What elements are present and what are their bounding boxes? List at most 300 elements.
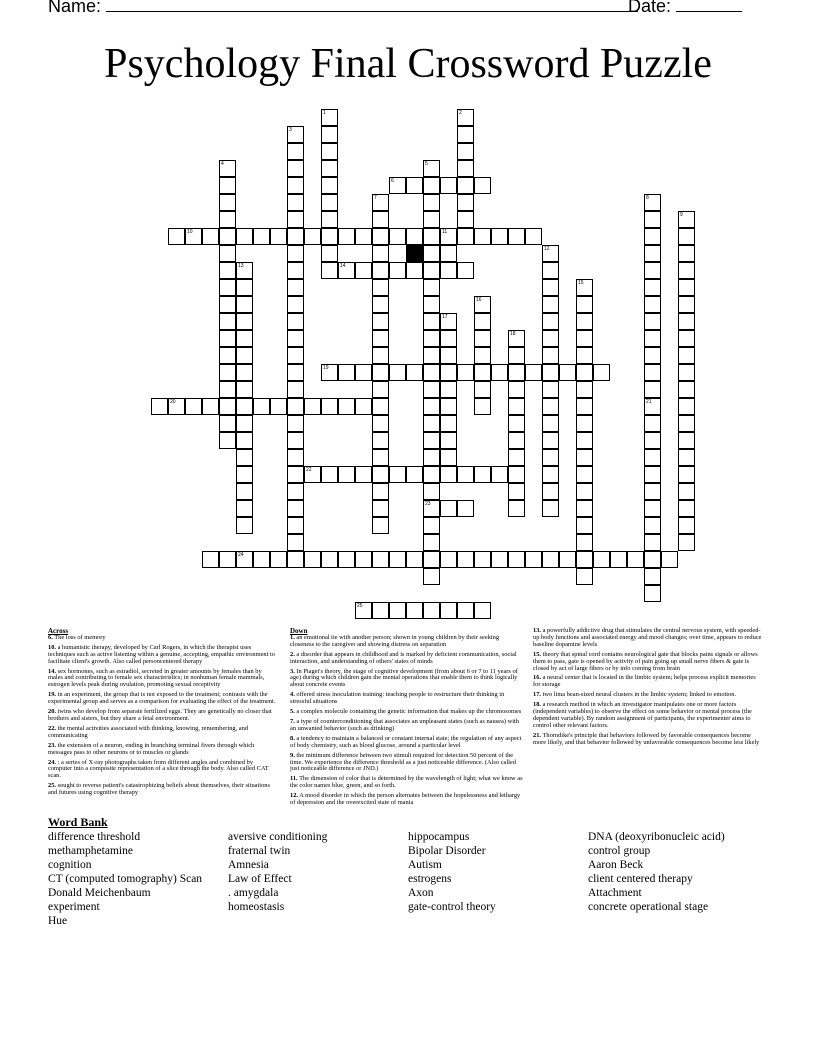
crossword-cell[interactable]: [542, 330, 559, 347]
crossword-cell[interactable]: [287, 347, 304, 364]
crossword-cell[interactable]: [236, 347, 253, 364]
crossword-cell[interactable]: [372, 381, 389, 398]
crossword-cell[interactable]: [219, 262, 236, 279]
crossword-cell[interactable]: [440, 449, 457, 466]
crossword-cell[interactable]: [406, 262, 423, 279]
crossword-cell[interactable]: [678, 466, 695, 483]
crossword-cell[interactable]: [457, 160, 474, 177]
crossword-cell[interactable]: [508, 483, 525, 500]
crossword-cell[interactable]: [423, 551, 440, 568]
crossword-cell[interactable]: [423, 432, 440, 449]
crossword-cell[interactable]: [389, 364, 406, 381]
crossword-cell[interactable]: [236, 313, 253, 330]
crossword-cell[interactable]: [644, 432, 661, 449]
crossword-cell[interactable]: [406, 551, 423, 568]
crossword-cell[interactable]: [542, 415, 559, 432]
crossword-cell[interactable]: [372, 432, 389, 449]
crossword-cell[interactable]: [321, 211, 338, 228]
crossword-cell[interactable]: [457, 466, 474, 483]
crossword-cell[interactable]: [576, 432, 593, 449]
crossword-cell[interactable]: [321, 245, 338, 262]
crossword-cell[interactable]: [270, 551, 287, 568]
crossword-cell[interactable]: [644, 483, 661, 500]
crossword-cell[interactable]: [236, 381, 253, 398]
crossword-cell[interactable]: [423, 177, 440, 194]
crossword-cell[interactable]: [406, 602, 423, 619]
crossword-cell[interactable]: [576, 534, 593, 551]
crossword-cell[interactable]: [287, 211, 304, 228]
crossword-cell[interactable]: [457, 500, 474, 517]
crossword-cell[interactable]: [678, 415, 695, 432]
crossword-cell[interactable]: [678, 381, 695, 398]
crossword-cell[interactable]: [644, 534, 661, 551]
crossword-cell[interactable]: [270, 228, 287, 245]
crossword-cell[interactable]: [423, 483, 440, 500]
crossword-cell[interactable]: [440, 330, 457, 347]
crossword-cell[interactable]: [661, 551, 678, 568]
crossword-cell[interactable]: [474, 313, 491, 330]
crossword-cell[interactable]: [542, 381, 559, 398]
crossword-cell[interactable]: [372, 279, 389, 296]
crossword-cell[interactable]: [423, 194, 440, 211]
crossword-cell[interactable]: [576, 296, 593, 313]
crossword-cell[interactable]: [542, 347, 559, 364]
crossword-cell[interactable]: [440, 381, 457, 398]
crossword-cell[interactable]: [236, 466, 253, 483]
crossword-cell[interactable]: [576, 347, 593, 364]
crossword-cell[interactable]: [542, 551, 559, 568]
crossword-cell[interactable]: [321, 194, 338, 211]
crossword-cell[interactable]: [389, 466, 406, 483]
crossword-cell[interactable]: [542, 500, 559, 517]
crossword-cell[interactable]: [525, 228, 542, 245]
crossword-cell[interactable]: [304, 228, 321, 245]
crossword-cell[interactable]: [576, 415, 593, 432]
crossword-cell[interactable]: [457, 211, 474, 228]
crossword-cell[interactable]: [219, 415, 236, 432]
crossword-cell[interactable]: [236, 330, 253, 347]
crossword-cell[interactable]: [576, 483, 593, 500]
crossword-cell[interactable]: [678, 449, 695, 466]
crossword-cell[interactable]: [423, 245, 440, 262]
crossword-cell[interactable]: [678, 347, 695, 364]
crossword-cell[interactable]: [219, 194, 236, 211]
crossword-cell[interactable]: [423, 449, 440, 466]
crossword-cell[interactable]: [576, 500, 593, 517]
crossword-cell[interactable]: [423, 228, 440, 245]
crossword-cell[interactable]: [389, 262, 406, 279]
crossword-cell[interactable]: [372, 211, 389, 228]
crossword-cell[interactable]: [678, 517, 695, 534]
crossword-cell[interactable]: [355, 551, 372, 568]
crossword-cell[interactable]: [474, 228, 491, 245]
crossword-cell[interactable]: [491, 364, 508, 381]
crossword-cell[interactable]: [474, 466, 491, 483]
crossword-cell[interactable]: [576, 381, 593, 398]
crossword-cell[interactable]: [236, 398, 253, 415]
crossword-cell[interactable]: [321, 160, 338, 177]
crossword-cell[interactable]: [542, 483, 559, 500]
crossword-cell[interactable]: [576, 398, 593, 415]
crossword-cell[interactable]: [474, 551, 491, 568]
crossword-cell[interactable]: [185, 398, 202, 415]
crossword-cell[interactable]: [610, 551, 627, 568]
crossword-cell[interactable]: [474, 347, 491, 364]
crossword-cell[interactable]: [440, 602, 457, 619]
crossword-cell[interactable]: [508, 381, 525, 398]
crossword-cell[interactable]: [508, 500, 525, 517]
crossword-cell[interactable]: [287, 279, 304, 296]
crossword-cell[interactable]: [355, 398, 372, 415]
crossword-cell[interactable]: [406, 177, 423, 194]
crossword-cell[interactable]: [321, 126, 338, 143]
crossword-cell[interactable]: [338, 398, 355, 415]
crossword-cell[interactable]: [321, 466, 338, 483]
crossword-cell[interactable]: [287, 534, 304, 551]
crossword-cell[interactable]: [372, 330, 389, 347]
clue-number: 24.: [48, 758, 56, 766]
crossword-cell[interactable]: [372, 415, 389, 432]
crossword-cell[interactable]: [287, 364, 304, 381]
crossword-cell[interactable]: [474, 602, 491, 619]
crossword-cell[interactable]: [508, 449, 525, 466]
crossword-cell[interactable]: [219, 398, 236, 415]
crossword-cell[interactable]: [508, 347, 525, 364]
crossword-cell[interactable]: [423, 415, 440, 432]
crossword-cell[interactable]: [372, 500, 389, 517]
crossword-cell[interactable]: [270, 398, 287, 415]
crossword-cell[interactable]: [219, 228, 236, 245]
crossword-cell[interactable]: [576, 551, 593, 568]
crossword-cell[interactable]: [253, 398, 270, 415]
crossword-cell[interactable]: [372, 262, 389, 279]
crossword-cell[interactable]: [372, 483, 389, 500]
crossword-cell[interactable]: [372, 517, 389, 534]
crossword-cell[interactable]: [678, 398, 695, 415]
crossword-cell[interactable]: [304, 398, 321, 415]
crossword-cell[interactable]: [423, 517, 440, 534]
crossword-cell[interactable]: [423, 262, 440, 279]
crossword-cell[interactable]: [236, 364, 253, 381]
crossword-cell[interactable]: [457, 602, 474, 619]
crossword-cell[interactable]: [678, 228, 695, 245]
crossword-cell[interactable]: [236, 296, 253, 313]
crossword-cell[interactable]: [491, 466, 508, 483]
crossword-cell[interactable]: [236, 517, 253, 534]
crossword-cell[interactable]: [542, 449, 559, 466]
crossword-cell[interactable]: [678, 296, 695, 313]
crossword-cell[interactable]: [542, 432, 559, 449]
crossword-cell[interactable]: [559, 364, 576, 381]
crossword-cell[interactable]: [491, 228, 508, 245]
crossword-cell[interactable]: [542, 364, 559, 381]
crossword-cell[interactable]: [440, 262, 457, 279]
crossword-cell[interactable]: [644, 296, 661, 313]
crossword-cell[interactable]: [678, 483, 695, 500]
crossword-cell[interactable]: [219, 211, 236, 228]
crossword-cell[interactable]: [457, 143, 474, 160]
crossword-cell[interactable]: [321, 177, 338, 194]
clue-number: 13.: [533, 627, 541, 634]
crossword-cell[interactable]: [457, 177, 474, 194]
crossword-cell[interactable]: [576, 517, 593, 534]
crossword-cell[interactable]: [508, 551, 525, 568]
crossword-cell[interactable]: [678, 313, 695, 330]
crossword-cell[interactable]: [321, 143, 338, 160]
crossword-cell[interactable]: [236, 500, 253, 517]
crossword-cell[interactable]: [389, 228, 406, 245]
crossword-cell[interactable]: [372, 364, 389, 381]
crossword-cell[interactable]: [678, 534, 695, 551]
crossword-cell[interactable]: [287, 330, 304, 347]
crossword-cell[interactable]: [287, 449, 304, 466]
crossword-cell[interactable]: [644, 347, 661, 364]
crossword-cell[interactable]: [219, 364, 236, 381]
crossword-cell[interactable]: [219, 330, 236, 347]
crossword-cell[interactable]: [440, 500, 457, 517]
crossword-cell[interactable]: [542, 296, 559, 313]
clue-text: The dimension of color that is determined by the wavelength of light; what we know as the color names blue, green, and so forth.: [290, 775, 523, 790]
crossword-cell[interactable]: [338, 551, 355, 568]
crossword-cell[interactable]: [287, 160, 304, 177]
crossword-cell[interactable]: [287, 381, 304, 398]
crossword-cell[interactable]: [644, 568, 661, 585]
crossword-cell[interactable]: [287, 483, 304, 500]
crossword-cell[interactable]: [304, 551, 321, 568]
crossword-cell[interactable]: [355, 466, 372, 483]
crossword-cell[interactable]: [508, 364, 525, 381]
crossword-cell[interactable]: [287, 415, 304, 432]
crossword-cell[interactable]: [355, 262, 372, 279]
crossword-cell[interactable]: [423, 313, 440, 330]
crossword-cell[interactable]: [576, 364, 593, 381]
crossword-cell[interactable]: [644, 381, 661, 398]
crossword-cell[interactable]: [440, 347, 457, 364]
crossword-cell[interactable]: [236, 432, 253, 449]
crossword-cell[interactable]: [457, 262, 474, 279]
crossword-cell[interactable]: [644, 415, 661, 432]
crossword-cell[interactable]: [202, 228, 219, 245]
crossword-cell[interactable]: [372, 398, 389, 415]
crossword-cell[interactable]: [474, 381, 491, 398]
crossword-cell[interactable]: [644, 517, 661, 534]
crossword-cell[interactable]: [423, 466, 440, 483]
crossword-cell[interactable]: [440, 466, 457, 483]
crossword-cell[interactable]: [321, 262, 338, 279]
crossword-cell[interactable]: [423, 602, 440, 619]
crossword-cell[interactable]: [355, 364, 372, 381]
crossword-cell[interactable]: [287, 194, 304, 211]
crossword-cell[interactable]: [457, 194, 474, 211]
crossword-cell[interactable]: [559, 551, 576, 568]
crossword-cell[interactable]: [372, 551, 389, 568]
clue-item: [290, 669, 524, 690]
crossword-cell[interactable]: [593, 551, 610, 568]
crossword-cell[interactable]: [372, 449, 389, 466]
crossword-cell[interactable]: [678, 432, 695, 449]
crossword-cell[interactable]: [168, 228, 185, 245]
crossword-cell[interactable]: [406, 364, 423, 381]
crossword-cell[interactable]: [678, 364, 695, 381]
crossword-cell[interactable]: [372, 602, 389, 619]
crossword-cell[interactable]: [644, 313, 661, 330]
crossword-cell[interactable]: [508, 398, 525, 415]
crossword-cell[interactable]: [423, 534, 440, 551]
crossword-cell[interactable]: [576, 466, 593, 483]
crossword-cell[interactable]: [644, 330, 661, 347]
crossword-cell[interactable]: [627, 551, 644, 568]
crossword-cell[interactable]: [287, 143, 304, 160]
crossword-cell[interactable]: [644, 279, 661, 296]
crossword-cell[interactable]: [593, 364, 610, 381]
crossword-cell[interactable]: [321, 228, 338, 245]
crossword-cell[interactable]: [440, 432, 457, 449]
crossword-cell[interactable]: [576, 313, 593, 330]
crossword-cell[interactable]: [151, 398, 168, 415]
crossword-cell[interactable]: [287, 245, 304, 262]
crossword-cell[interactable]: [440, 415, 457, 432]
crossword-cell[interactable]: [423, 211, 440, 228]
crossword-cell[interactable]: [508, 415, 525, 432]
crossword-cell[interactable]: [644, 585, 661, 602]
crossword-cell[interactable]: [338, 466, 355, 483]
crossword-cell[interactable]: [525, 364, 542, 381]
crossword-cell[interactable]: [423, 279, 440, 296]
crossword-cell[interactable]: [202, 398, 219, 415]
clue-number-label: 23: [425, 501, 431, 507]
crossword-cell[interactable]: [542, 262, 559, 279]
crossword-cell[interactable]: [423, 568, 440, 585]
crossword-cell[interactable]: [508, 228, 525, 245]
crossword-cell[interactable]: [542, 313, 559, 330]
clue-text: sought to reverse patient's catastrophizing beliefs about themselves, their situations and futures using cognitive therapy: [48, 782, 270, 797]
crossword-cell[interactable]: [236, 279, 253, 296]
crossword-cell[interactable]: [508, 466, 525, 483]
crossword-cell[interactable]: [644, 211, 661, 228]
crossword-cell[interactable]: [219, 245, 236, 262]
crossword-cell[interactable]: [287, 517, 304, 534]
crossword-cell[interactable]: [525, 551, 542, 568]
crossword-cell[interactable]: [338, 228, 355, 245]
crossword-cell[interactable]: [542, 398, 559, 415]
crossword-cell[interactable]: [355, 228, 372, 245]
crossword-cell[interactable]: [287, 262, 304, 279]
crossword-cell[interactable]: [644, 500, 661, 517]
crossword-cell[interactable]: [287, 466, 304, 483]
crossword-cell[interactable]: [372, 313, 389, 330]
crossword-cell[interactable]: [321, 398, 338, 415]
crossword-cell[interactable]: [474, 330, 491, 347]
crossword-cell[interactable]: [321, 551, 338, 568]
crossword-cell[interactable]: [423, 296, 440, 313]
crossword-cell[interactable]: [457, 551, 474, 568]
crossword-cell[interactable]: [440, 245, 457, 262]
crossword-cell[interactable]: [678, 500, 695, 517]
crossword-cell[interactable]: [644, 364, 661, 381]
crossword-cell[interactable]: [644, 245, 661, 262]
crossword-cell[interactable]: [219, 279, 236, 296]
crossword-cell[interactable]: [644, 449, 661, 466]
crossword-cell[interactable]: [372, 245, 389, 262]
crossword-cell[interactable]: [287, 228, 304, 245]
crossword-cell[interactable]: [678, 262, 695, 279]
crossword-cell[interactable]: [236, 415, 253, 432]
crossword-cell[interactable]: [236, 228, 253, 245]
crossword-cell[interactable]: [406, 228, 423, 245]
crossword-cell[interactable]: [678, 330, 695, 347]
crossword-cell[interactable]: [474, 364, 491, 381]
crossword-cell[interactable]: [542, 466, 559, 483]
crossword-cell[interactable]: [440, 364, 457, 381]
crossword-cell[interactable]: [219, 432, 236, 449]
crossword-cell[interactable]: [457, 364, 474, 381]
crossword-cell[interactable]: [644, 228, 661, 245]
crossword-cell[interactable]: [287, 500, 304, 517]
crossword-cell[interactable]: [457, 126, 474, 143]
crossword-cell[interactable]: [440, 398, 457, 415]
crossword-cell[interactable]: [389, 551, 406, 568]
crossword-cell[interactable]: [644, 262, 661, 279]
crossword-cell[interactable]: [678, 245, 695, 262]
crossword-cell[interactable]: [423, 398, 440, 415]
clue-text: an emotional tie with another person; shown in young children by their seeking closeness to the caregiver and showing distress on separation: [290, 633, 500, 648]
crossword-cell[interactable]: [491, 551, 508, 568]
crossword-cell[interactable]: [542, 279, 559, 296]
crossword-cell[interactable]: [389, 602, 406, 619]
crossword-cell[interactable]: [219, 551, 236, 568]
crossword-cell[interactable]: [508, 432, 525, 449]
crossword-cell[interactable]: [219, 296, 236, 313]
crossword-cell[interactable]: [287, 398, 304, 415]
crossword-cell[interactable]: [372, 228, 389, 245]
crossword-cell[interactable]: [423, 381, 440, 398]
crossword-cell[interactable]: [576, 330, 593, 347]
crossword-cell[interactable]: [423, 347, 440, 364]
crossword-cell[interactable]: [287, 177, 304, 194]
crossword-cell[interactable]: [576, 568, 593, 585]
crossword-cell[interactable]: [457, 228, 474, 245]
crossword-cell[interactable]: [338, 364, 355, 381]
crossword-cell[interactable]: [219, 381, 236, 398]
crossword-cell[interactable]: [253, 551, 270, 568]
crossword-cell[interactable]: [372, 347, 389, 364]
crossword-cell[interactable]: [287, 313, 304, 330]
crossword-cell[interactable]: [423, 330, 440, 347]
crossword-cell[interactable]: [219, 177, 236, 194]
crossword-cell[interactable]: [287, 296, 304, 313]
crossword-cell[interactable]: [219, 347, 236, 364]
crossword-cell[interactable]: [202, 551, 219, 568]
crossword-cell[interactable]: [440, 551, 457, 568]
crossword-cell[interactable]: [644, 466, 661, 483]
crossword-cell[interactable]: [372, 466, 389, 483]
crossword-cell[interactable]: [236, 449, 253, 466]
crossword-cell[interactable]: [474, 177, 491, 194]
crossword-cell[interactable]: [372, 296, 389, 313]
crossword-cell[interactable]: [287, 551, 304, 568]
crossword-cell[interactable]: [406, 466, 423, 483]
crossword-cell[interactable]: [423, 364, 440, 381]
crossword-cell[interactable]: [440, 177, 457, 194]
crossword-cell[interactable]: [219, 313, 236, 330]
crossword-cell[interactable]: [287, 432, 304, 449]
crossword-cell[interactable]: [644, 551, 661, 568]
crossword-cell[interactable]: [474, 398, 491, 415]
crossword-cell[interactable]: [253, 228, 270, 245]
crossword-cell[interactable]: [678, 279, 695, 296]
crossword-cell[interactable]: [236, 483, 253, 500]
crossword-cell[interactable]: [576, 449, 593, 466]
